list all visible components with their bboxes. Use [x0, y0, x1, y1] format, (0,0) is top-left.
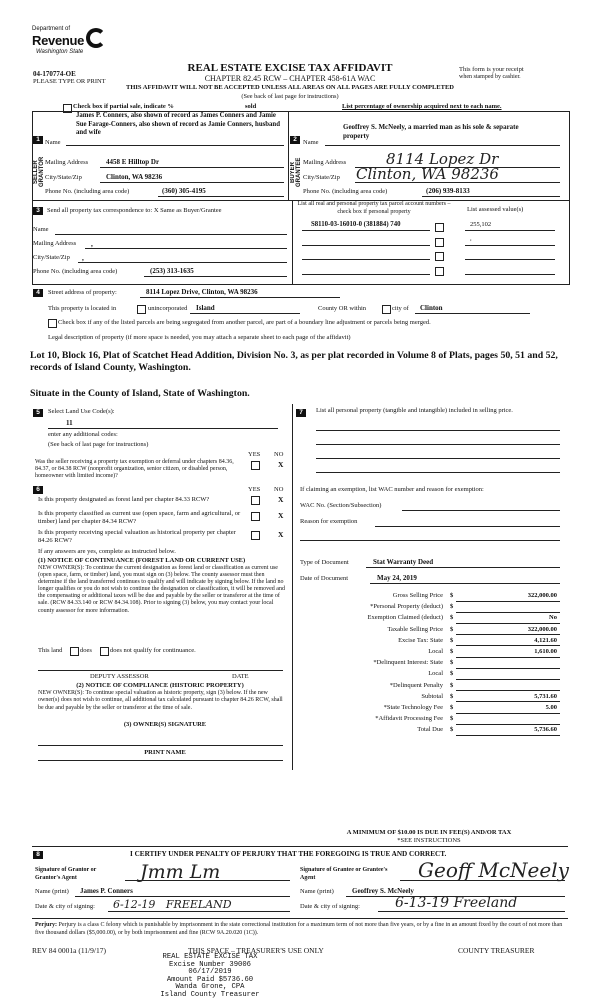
- doc-date[interactable]: May 24, 2019: [377, 574, 417, 582]
- tax-row-line: [456, 735, 560, 736]
- grantee-sig-label: Signature of Grantee or Grantee's Agent: [300, 867, 388, 881]
- grantee-date-label: Date & city of signing:: [300, 903, 360, 910]
- this-land-label: This land: [38, 647, 63, 654]
- tax-row-value[interactable]: No: [549, 614, 557, 622]
- treasurer-use-only: THIS SPACE – TREASURER'S USE ONLY: [188, 946, 324, 955]
- reason-label: Reason for exemption: [300, 518, 358, 525]
- land-does-not-label: does not qualify for continuance.: [110, 647, 196, 654]
- corr-phone[interactable]: (253) 313-1635: [150, 267, 194, 275]
- see-instructions-note: *SEE INSTRUCTIONS: [397, 837, 461, 844]
- notice-continuance-title: (1) NOTICE OF CONTINUANCE (FOREST LAND OR CURRENT USE): [38, 557, 246, 564]
- legal-description[interactable]: Lot 10, Block 16, Plat of Scatchet Head Addition, Division No. 3, as per plat recorded in Volume 8 of Plats, pages 50, 51 and 52, records of Island County, Washington.: [30, 350, 558, 373]
- logo-revenue: Revenue: [32, 33, 85, 48]
- corr-name-label: Name: [33, 226, 49, 233]
- parcel-1-checkbox[interactable]: [435, 223, 444, 232]
- grantor-signature[interactable]: Jmm Lm: [140, 861, 221, 883]
- seller-phone-line: [158, 196, 284, 197]
- seller-city[interactable]: Clinton, WA 98236: [106, 173, 163, 181]
- assessed-line-1: [465, 230, 555, 231]
- parcel-2-checkbox[interactable]: [435, 238, 444, 247]
- stamp-line-2: Excise Number 39006: [169, 960, 251, 969]
- doc-date-line: [370, 583, 560, 584]
- tax-row-label: Excise Tax: State: [398, 636, 443, 644]
- tax-row-dollar: $: [450, 648, 454, 655]
- segregated-checkbox[interactable]: [48, 319, 57, 328]
- s6-q1-no[interactable]: X: [278, 495, 284, 504]
- tax-row-dollar: $: [450, 692, 454, 700]
- grantor-name[interactable]: James P. Conners: [80, 887, 133, 895]
- tax-row-dollar: $: [450, 726, 454, 734]
- s6-q3: Is this property receiving special valuation as historical property per chapter 84.26 RCW?: [38, 529, 236, 544]
- tax-row-dollar: $: [450, 681, 454, 689]
- doc-date-label: Date of Document: [300, 575, 349, 582]
- city-of-label: city of: [392, 305, 409, 312]
- form-see-back: (See back of last page for instructions): [241, 93, 339, 100]
- grantor-name-line: [75, 896, 290, 897]
- property-street[interactable]: 8114 Lopez Drive, Clinton, WA 98236: [146, 288, 258, 296]
- grantee-signature[interactable]: Geoff McNeely: [418, 858, 569, 882]
- tax-row-dollar: $: [450, 625, 454, 633]
- please-type: PLEASE TYPE OR PRINT: [33, 78, 106, 85]
- perjury-note: [35, 922, 565, 937]
- s6-q2: Is this property classified as current use (open space, farm and agricultural, or timber) land per chapter 84.34 RCW?: [38, 510, 241, 525]
- stamp-line-5: Wanda Grone, CPA: [175, 983, 245, 992]
- form-warning: THIS AFFIDAVIT WILL NOT BE ACCEPTED UNLESS ALL AREAS ON ALL PAGES ARE FULLY COMPLETED: [126, 84, 454, 91]
- tax-row-line: [456, 724, 560, 725]
- form-code: 04-170774-OE: [33, 70, 76, 78]
- tax-row-dollar: $: [450, 659, 454, 667]
- seller-name[interactable]: James P. Conners, also shown of record as James Conners and Jamie Sue Farage-Conners, also shown of record as Jamie Conners, husband and wife: [76, 112, 280, 136]
- form-title: REAL ESTATE EXCISE TAX AFFIDAVIT: [187, 62, 393, 74]
- s6-q2-yes[interactable]: [251, 512, 260, 521]
- tax-row-label: Subtotal: [421, 692, 443, 700]
- s6-q3-no[interactable]: X: [278, 530, 284, 539]
- grantee-name[interactable]: Geoffrey S. McNeely: [352, 887, 414, 895]
- seller-city-label: City/State/Zip: [45, 174, 82, 181]
- print-name-line[interactable]: [38, 760, 283, 761]
- land-use-see-back: (See back of last page for instructions): [48, 441, 149, 448]
- seller-city-line: [100, 182, 284, 183]
- city-of-checkbox[interactable]: [382, 305, 391, 314]
- section-3-number: 3: [33, 207, 43, 215]
- assessed-value[interactable]: 255,102: [470, 221, 492, 228]
- tax-row-line: [456, 713, 560, 714]
- s5-yes-checkbox[interactable]: [251, 461, 260, 470]
- tax-row-label: Local: [428, 670, 443, 678]
- receipt-note-2: when stamped by cashier.: [459, 74, 521, 80]
- county-label: County OR within: [318, 305, 367, 312]
- assessed-header: List assessed value(s): [467, 206, 524, 213]
- s6-q1-yes[interactable]: [251, 496, 260, 505]
- s6-q3-yes[interactable]: [251, 531, 260, 540]
- seller-name-label: Name: [45, 139, 61, 146]
- parcel-3-checkbox[interactable]: [435, 252, 444, 261]
- assessed-line-4[interactable]: [465, 274, 555, 275]
- grantor-date-label: Date & city of signing:: [35, 903, 95, 910]
- section-6-number: 6: [33, 486, 43, 494]
- situate-line[interactable]: Situate in the County of Island, State of Washington.: [30, 388, 250, 399]
- form-chapter: CHAPTER 82.45 RCW – CHAPTER 458-61A WAC: [204, 74, 376, 83]
- seller-mailing-label: Mailing Address: [45, 159, 89, 166]
- grantee-date-line: [378, 911, 565, 912]
- legal-description-label: Legal description of property (if more space is needed, you may attach a separate sheet to each page of the affidavit): [48, 334, 351, 341]
- grantee-sig-line: [400, 880, 565, 881]
- tax-row-label: Gross Selling Price: [392, 592, 443, 599]
- seller-mailing-line: [100, 167, 284, 168]
- tax-row-value[interactable]: 1,610.00: [534, 648, 557, 655]
- treasurer-stamp: [120, 954, 300, 1000]
- seller-mailing[interactable]: 4458 E Hilltop Dr: [106, 158, 160, 166]
- pp-line-1[interactable]: [316, 430, 560, 431]
- tax-row-value[interactable]: 322,000.00: [527, 592, 557, 599]
- notice-compliance-title: (2) NOTICE OF COMPLIANCE (HISTORIC PROPERTY): [76, 682, 244, 689]
- parcel-4-checkbox[interactable]: [435, 267, 444, 276]
- buyer-city[interactable]: Clinton, WA 98236: [356, 165, 499, 183]
- logo-state: Washington State: [36, 49, 84, 55]
- county-treasurer-label: COUNTY TREASURER: [458, 946, 535, 955]
- tax-row-dollar: $: [450, 603, 454, 611]
- tax-row-line: [456, 645, 560, 646]
- tax-row-label: *Delinquent Penalty: [389, 681, 443, 689]
- s6-q2-no[interactable]: X: [278, 511, 284, 520]
- land-use-label: Select Land Use Code(s):: [48, 408, 115, 415]
- pp-line-4[interactable]: [316, 472, 560, 473]
- assessed-line-2[interactable]: [465, 245, 555, 246]
- buyer-name[interactable]: Geoffrey S. McNeely, a married man as his sole & separate property: [343, 123, 519, 140]
- s6-no-header: NO: [274, 486, 284, 493]
- notice-compliance-body: NEW OWNER(S): To continue special valuation as historic property, sign (3) below. If the new owner(s) does not wish to continue, all additional tax calculated pursuant to chapter 84.26 RCW, shall be due and payable by the seller or transferor at the time of sale.: [38, 690, 283, 711]
- section-8-rule: [32, 846, 568, 847]
- s5-no-header: NO: [274, 451, 284, 458]
- right-column-rule: [292, 404, 293, 770]
- buyer-city-line: [355, 182, 560, 183]
- county-line: [190, 313, 300, 314]
- deputy-date-label: DATE: [232, 673, 249, 680]
- assessed-line-3[interactable]: [465, 259, 555, 260]
- owner-signature-line[interactable]: [38, 745, 283, 746]
- tax-row-dollar: $: [450, 592, 454, 599]
- s6-if-yes: If any answers are yes, complete as instructed below.: [38, 548, 176, 555]
- sold-label: sold: [245, 103, 257, 110]
- notice-continuance-body: NEW OWNER(S): To continue the current designation as forest land or classification as current use (open space, farm, or timber) land, you must sign on (3) below. The county assessor must then determine if the land transferred continues to qualify and will indicate by signing below. If the land no longer qualifies or you do not wish to continue the designation or classification, it will be removed and the compensating or additional taxes will be due and payable by the seller or transferor at the time of sale. (RCW 84.33.140 or RCW 84.34.108). Prior to signing (3) below, you may contact your local county assessor for more information.: [38, 565, 285, 614]
- tax-row-line: [456, 701, 560, 702]
- tax-row-dollar: $: [450, 636, 454, 644]
- tax-row-dollar: $: [450, 670, 454, 678]
- partial-sale-label: Check box if partial sale, indicate %: [73, 103, 174, 110]
- located-label: This property is located in: [48, 305, 117, 312]
- seller-phone[interactable]: (360) 305-4195: [162, 187, 206, 195]
- exemption-question: Was the seller receiving a property tax exemption or deferral under chapters 84.36, 84.37, or 84.38 RCW (nonprofit organization, senior citizen, or disabled person, homeowner with limited income)?: [35, 459, 234, 479]
- buyer-phone-line: [422, 196, 560, 197]
- wac-line[interactable]: [402, 510, 560, 511]
- grantor-date-city[interactable]: 6-12-19 FREELAND: [113, 898, 232, 911]
- unincorporated-checkbox[interactable]: [137, 305, 146, 314]
- tax-row-dollar: $: [450, 704, 454, 711]
- property-county[interactable]: Island: [196, 304, 215, 312]
- deputy-assessor-label: DEPUTY ASSESSOR: [90, 673, 149, 680]
- street-line: [140, 297, 340, 298]
- owner-signature-label: (3) OWNER(S) SIGNATURE: [123, 721, 207, 728]
- tax-row-line: [456, 601, 560, 602]
- buyer-mailing[interactable]: 8114 Lopez Dr: [386, 150, 499, 168]
- tax-row-label: *Personal Property (deduct): [370, 603, 443, 611]
- correspondence-divider: [292, 200, 293, 284]
- tax-row-label: Local: [428, 648, 443, 655]
- corr-name-line[interactable]: [55, 234, 287, 235]
- perjury-text: Perjury is a class C felony which is punishable by imprisonment in the state correctional institution for a maximum term of not more than five years, or by a fine in an amount fixed by the court of not more than five thousand dollars ($5,000.00), or by both imprisonment and fine (RCW 9A.20.020 (1C)).: [35, 922, 563, 936]
- assessed-value-2[interactable]: ,: [470, 235, 472, 242]
- land-use-code[interactable]: 11: [66, 419, 73, 427]
- stamp-line-1: REAL ESTATE EXCISE TAX: [162, 953, 258, 961]
- corr-mailing-label: Mailing Address: [33, 240, 77, 247]
- logo-circle-icon: [86, 28, 106, 48]
- grantor-name-label: Name (print): [35, 888, 69, 895]
- parties-divider: [288, 111, 289, 200]
- tax-row-value[interactable]: 322,000.00: [527, 625, 557, 633]
- property-city[interactable]: Clinton: [420, 304, 443, 312]
- s5-yes-header: YES: [248, 451, 261, 458]
- tax-row-value[interactable]: 5,731.60: [534, 692, 557, 700]
- street-label: Street address of property:: [48, 289, 117, 296]
- tax-row-value[interactable]: 4,121.60: [534, 636, 557, 644]
- section-7-number: 7: [296, 409, 306, 417]
- pp-line-2[interactable]: [316, 444, 560, 445]
- parcel-number[interactable]: S8110-03-16010-0 (381884) 740: [311, 221, 401, 228]
- buyer-city-label: City/State/Zip: [303, 174, 340, 181]
- section-4-number: 4: [33, 289, 43, 297]
- tax-row-line: [456, 668, 560, 669]
- tax-row-dollar: $: [450, 715, 454, 723]
- tax-row-line: [456, 690, 560, 691]
- buyer-phone-label: Phone No. (including area code): [303, 188, 388, 195]
- wac-label: WAC No. (Section/Subsection): [300, 502, 382, 509]
- buyer-mailing-label: Mailing Address: [303, 159, 347, 166]
- stamp-line-6: Island County Treasurer: [160, 990, 260, 999]
- segregated-label: Check box if any of the listed parcels are being segregated from another parcel, are part of a boundary line adjustment or parcels being merged.: [58, 319, 431, 326]
- seller-name-line: [66, 145, 284, 146]
- grantee-name-label: Name (print): [300, 888, 334, 895]
- tax-row-line: [456, 679, 560, 680]
- exemption-claim-label: If claiming an exemption, list WAC number and reason for exemption:: [300, 486, 484, 493]
- corr-phone-label: Phone No. (including area code): [33, 268, 118, 275]
- land-does-label: does: [80, 647, 92, 654]
- reason-line-2[interactable]: [300, 540, 560, 541]
- parcel-line-1: [302, 230, 430, 231]
- pct-ownership-note: List percentage of ownership acquired next to each name.: [342, 103, 502, 110]
- reason-line-1[interactable]: [375, 526, 560, 527]
- logo-dept-of: Department of: [32, 26, 71, 32]
- perjury-rule: [32, 918, 568, 919]
- tax-row-value[interactable]: 5.00: [545, 704, 557, 711]
- correspondence-label: Send all property tax correspondence to: X Same as Buyer/Grantee: [47, 207, 222, 214]
- tax-row-line: [456, 623, 560, 624]
- tax-row-line: [456, 612, 560, 613]
- grantor-date-line: [108, 911, 290, 912]
- pp-line-3[interactable]: [316, 458, 560, 459]
- doc-type-line: [366, 567, 560, 568]
- corr-city[interactable]: ,: [82, 253, 84, 262]
- section-2-number: 2: [290, 136, 300, 144]
- section-5-number: 5: [33, 409, 43, 417]
- perjury-label: Perjury:: [35, 922, 57, 928]
- corr-mailing-line: [85, 248, 287, 249]
- city-line: [415, 313, 530, 314]
- stamp-line-3: 06/17/2019: [188, 968, 232, 977]
- buyer-name-label: Name: [303, 139, 319, 146]
- deputy-line[interactable]: [38, 670, 283, 671]
- tax-row-label: Total Due: [417, 726, 443, 734]
- seller-side-label: SELLER GRANTOR: [33, 156, 45, 188]
- form-revision: REV 84 0001a (11/9/17): [32, 946, 106, 955]
- s6-yes-header: YES: [248, 486, 261, 493]
- doc-type[interactable]: Stat Warranty Deed: [373, 558, 434, 566]
- corr-phone-line: [144, 276, 287, 277]
- parcel-line-4[interactable]: [302, 274, 430, 275]
- doc-type-label: Type of Document: [300, 559, 349, 566]
- print-name-label: PRINT NAME: [144, 749, 186, 756]
- s6-q1: Is this property designated as forest land per chapter 84.33 RCW?: [38, 496, 210, 503]
- grantee-date-city[interactable]: 6-13-19 Freeland: [395, 895, 518, 911]
- parcel-line-2[interactable]: [302, 245, 430, 246]
- corr-city-line: [78, 262, 287, 263]
- land-does-checkbox[interactable]: [70, 647, 79, 656]
- tax-row-dollar: $: [450, 614, 454, 622]
- minimum-note: A MINIMUM OF $10.00 IS DUE IN FEE(S) AND/OR TAX: [346, 829, 512, 836]
- buyer-name-line: [325, 145, 560, 146]
- buyer-phone[interactable]: (206) 939-8133: [426, 187, 470, 195]
- buyer-side-label: BUYER GRANTEE: [290, 157, 302, 187]
- grantor-sig-label: Signature of Grantor or Grantor's Agent: [35, 867, 97, 881]
- tax-row-label: *Affidavit Processing Fee: [375, 715, 443, 723]
- corr-mailing[interactable]: ,: [91, 239, 93, 248]
- dor-logo: [32, 22, 117, 64]
- stamp-line-4: Amount Paid $5736.60: [166, 975, 254, 984]
- corr-city-label: City/State/Zip: [33, 254, 70, 261]
- tax-row-label: *Delinquent Interest: State: [373, 659, 443, 667]
- additional-codes-label: enter any additional codes:: [48, 431, 118, 438]
- grantor-sig-line: [125, 880, 290, 881]
- land-use-line: [48, 428, 278, 429]
- s5-no-mark[interactable]: X: [278, 460, 284, 469]
- tax-row-label: *State Technology Fee: [383, 704, 443, 711]
- section-8-number: 8: [33, 851, 43, 859]
- tax-row-label: Taxable Selling Price: [387, 625, 443, 633]
- section-1-number: 1: [33, 136, 43, 144]
- unincorporated-label: unincorporated: [148, 305, 188, 312]
- seller-phone-label: Phone No. (including area code): [45, 188, 130, 195]
- tax-row-line: [456, 634, 560, 635]
- certify-statement: I CERTIFY UNDER PENALTY OF PERJURY THAT THE FOREGOING IS TRUE AND CORRECT.: [130, 850, 447, 858]
- parcel-header: List all real and personal property tax parcel account numbers – check box if personal property: [297, 201, 451, 215]
- tax-row-line: [456, 657, 560, 658]
- tax-row-value[interactable]: 5,736.60: [534, 726, 557, 734]
- personal-property-label: List all personal property (tangible and intangible) included in selling price.: [316, 407, 513, 414]
- tax-row-label: Exemption Claimed (deduct): [367, 614, 443, 622]
- parcel-line-3[interactable]: [302, 259, 430, 260]
- land-does-not-checkbox[interactable]: [100, 647, 109, 656]
- receipt-note-1: This form is your receipt: [459, 66, 524, 73]
